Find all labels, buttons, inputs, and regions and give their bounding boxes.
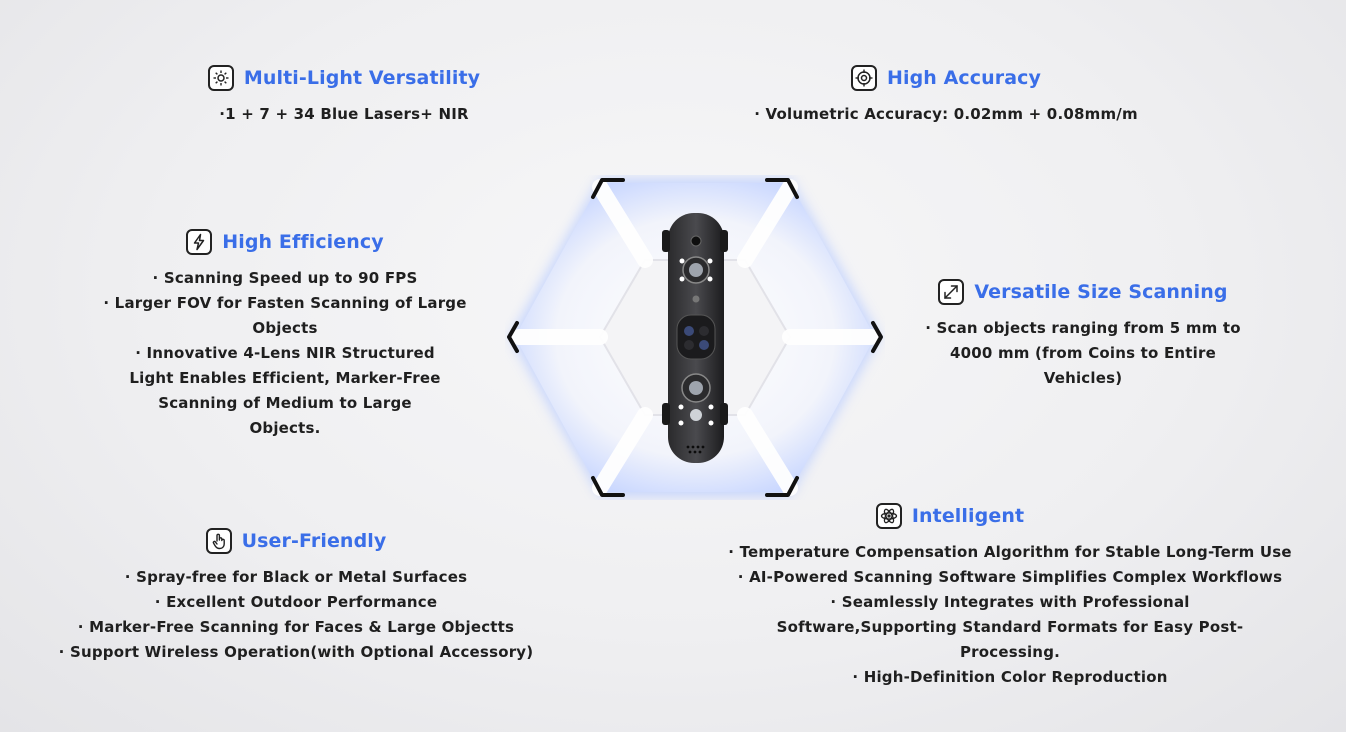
feature-title: High Efficiency xyxy=(222,231,384,253)
feature-user-friendly xyxy=(46,525,546,665)
light-bulb-icon xyxy=(208,65,234,91)
feature-multi-light xyxy=(144,62,544,127)
feature-heading xyxy=(46,525,546,557)
feature-description: · Scan objects ranging from 5 mm to 4000 mm (from Coins to Entire Vehicles) xyxy=(925,319,1241,387)
feature-versatile-size xyxy=(883,276,1283,391)
feature-title: Multi-Light Versatility xyxy=(243,67,481,89)
feature-heading xyxy=(746,62,1146,94)
expand-arrows-icon xyxy=(938,279,964,305)
scanner-device xyxy=(662,213,728,463)
feature-heading xyxy=(144,62,544,94)
feature-description: · Spray-free for Black or Metal Surfaces · Excellent Outdoor Performance · Marker-Free Scanning for Faces & Large Objectts · Support Wireless Operation(with Optional Accessory) xyxy=(58,568,534,661)
feature-heading xyxy=(85,226,485,258)
feature-intelligent xyxy=(700,500,1320,690)
feature-description: ·1 + 7 + 34 Blue Lasers+ NIR xyxy=(219,105,469,123)
hand-pointer-icon xyxy=(206,528,232,554)
feature-heading xyxy=(580,500,1320,532)
atom-icon xyxy=(876,503,902,529)
feature-title: High Accuracy xyxy=(886,67,1042,89)
feature-high-efficiency xyxy=(85,226,485,441)
scanner-illustration xyxy=(505,175,885,500)
feature-description: · Scanning Speed up to 90 FPS · Larger FOV for Fasten Scanning of Large Objects · Innovative 4-Lens NIR Structured Light Enables Efficient, Marker-Free Scanning of Medium to Large Objects. xyxy=(103,269,467,437)
hexagon-light-frame xyxy=(505,175,885,500)
feature-description: · Temperature Compensation Algorithm for Stable Long-Term Use · AI-Powered Scanning Software Simplifies Complex Workflows · Seamlessly Integrates with Professional Software,Supporting Standard Formats for Easy Post- Processing. · High-Definition Color Reproduction xyxy=(728,543,1292,686)
feature-title: User-Friendly xyxy=(241,530,387,552)
target-icon xyxy=(851,65,877,91)
feature-heading xyxy=(883,276,1283,308)
lightning-icon xyxy=(186,229,212,255)
feature-title: Versatile Size Scanning xyxy=(974,281,1228,303)
feature-high-accuracy xyxy=(746,62,1146,127)
feature-title: Intelligent xyxy=(911,505,1025,527)
feature-description: · Volumetric Accuracy: 0.02mm + 0.08mm/m xyxy=(754,105,1138,123)
